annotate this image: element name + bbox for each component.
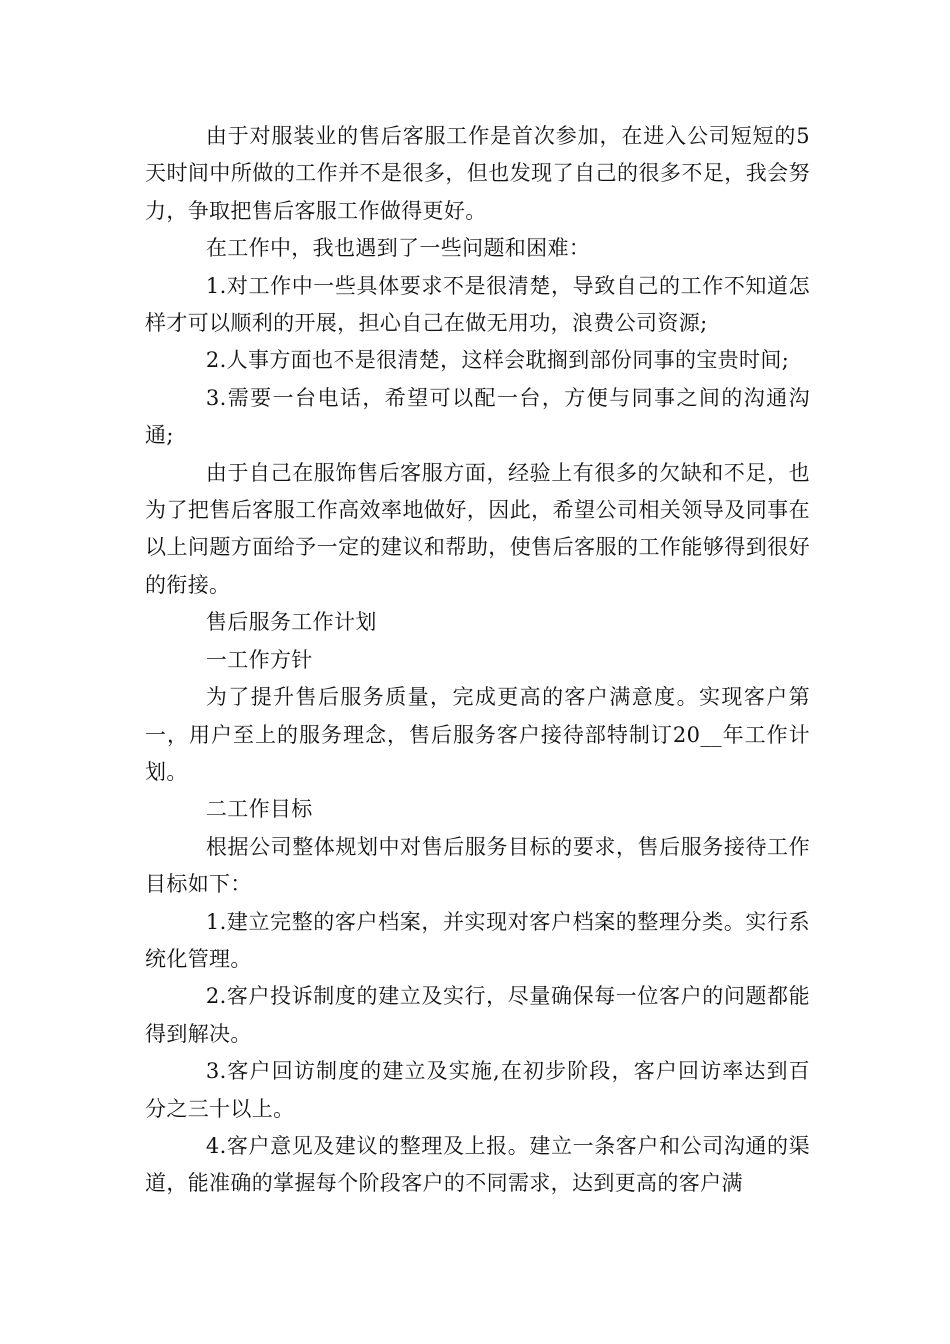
section-heading-policy: 一工作方针 — [205, 647, 313, 672]
section-title-plan: 售后服务工作计划 — [205, 610, 377, 635]
paragraph-goal-2: 2.客户投诉制度的建立及实行，尽量确保每一位客户的问题都能得到解决。 — [145, 984, 810, 1046]
paragraph-intro: 由于对服装业的售后客服工作是首次参加，在进入公司短短的5天时间中所做的工作并不是很多，但也发现了自己的很多不足，我会努力，争取把售后客服工作做得更好。 — [145, 124, 810, 223]
document-body — [145, 118, 810, 1203]
paragraph-goal-1: 1.建立完整的客户档案，并实现对客户档案的整理分类。实行系统化管理。 — [145, 909, 810, 971]
section-heading-goals: 二工作目标 — [205, 797, 313, 822]
paragraph-problem-1: 1.对工作中一些具体要求不是很清楚，导致自己的工作不知道怎样才可以顺利的开展，担心自己在做无用功，浪费公司资源; — [145, 273, 810, 336]
paragraph-goal-3: 3.客户回访制度的建立及实施,在初步阶段，客户回访率达到百分之三十以上。 — [145, 1059, 810, 1121]
paragraph-goals-intro: 根据公司整体规划中对售后服务目标的要求，售后服务接待工作目标如下： — [145, 834, 810, 897]
paragraph-request: 由于自己在服饰售后客服方面，经验上有很多的欠缺和不足，也为了把售后客服工作高效率地做好，因此，希望公司相关领导及同事在以上问题方面给予一定的建议和帮助，使售后客服的工作能够得到很好的衔接。 — [145, 460, 810, 597]
paragraph-problem-2: 2.人事方面也不是很清楚，这样会耽搁到部份同事的宝贵时间; — [205, 348, 790, 373]
paragraph-problem-3: 3.需要一台电话，希望可以配一台，方便与同事之间的沟通沟通; — [145, 385, 810, 448]
paragraph-policy: 为了提升售后服务质量，完成更高的客户满意度。实现客户第一，用户至上的服务理念，售后服务客户接待部特制订20__年工作计划。 — [145, 685, 810, 784]
paragraph-goal-4: 4.客户意见及建议的整理及上报。建立一条客户和公司沟通的渠道，能准确的掌握每个阶段客户的不同需求，达到更高的客户满 — [145, 1133, 810, 1196]
paragraph-problems-intro: 在工作中，我也遇到了一些问题和困难： — [205, 236, 591, 261]
